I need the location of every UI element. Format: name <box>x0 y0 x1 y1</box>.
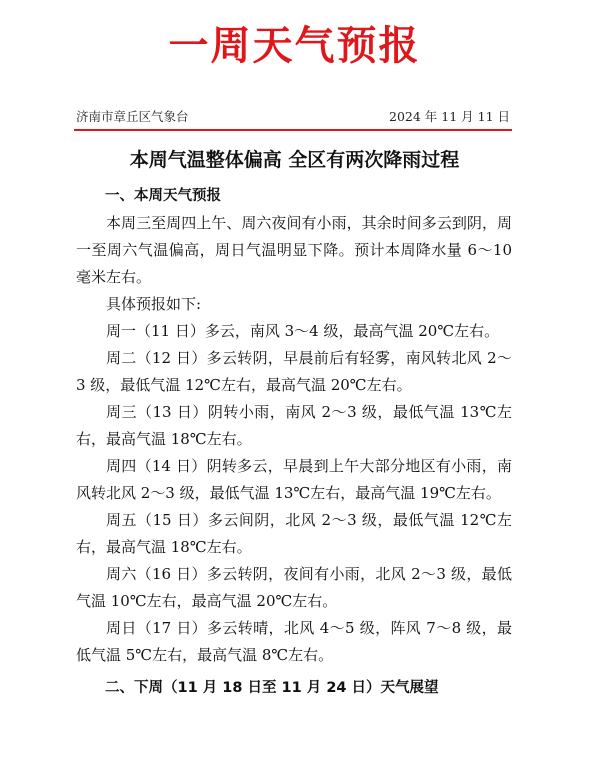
section-heading-this-week: 一、本周天气预报 <box>105 188 221 204</box>
forecast-day-friday: 周五（15 日）多云间阴，北风 2～3 级，最低气温 12℃左右，最高气温 18℃左右。 <box>76 511 512 556</box>
masthead-title: 一周天气预报 <box>168 23 421 69</box>
forecast-day-tuesday: 周二（12 日）多云转阴，早晨前后有轻雾，南风转北风 2～3 级，最低气温 12℃左右，最高气温 20℃左右。 <box>76 349 512 394</box>
forecast-day-sunday: 周日（17 日）多云转晴，北风 4～5 级，阵风 7～8 级，最低气温 5℃左右，最高气温 8℃左右。 <box>76 619 512 664</box>
issuer-name: 济南市章丘区气象台 <box>76 109 189 124</box>
header-divider <box>74 129 512 131</box>
forecast-day-saturday: 周六（16 日）多云转阴，夜间有小雨，北风 2～3 级，最低气温 10℃左右，最高气温 20℃左右。 <box>76 565 512 610</box>
meta-row <box>76 108 510 126</box>
forecast-day-monday: 周一（11 日）多云，南风 3～4 级，最高气温 20℃左右。 <box>106 322 500 340</box>
forecast-day-thursday: 周四（14 日）阴转多云，早晨到上午大部分地区有小雨，南风转北风 2～3 级，最低气温 13℃左右，最高气温 19℃左右。 <box>76 457 512 502</box>
section-heading-next-week: 二、下周（11 月 18 日至 11 月 24 日）天气展望 <box>105 680 439 696</box>
forecast-day-wednesday: 周三（13 日）阴转小雨，南风 2～3 级，最低气温 13℃左右，最高气温 18℃左右。 <box>76 403 512 448</box>
forecast-intro: 具体预报如下: <box>106 295 202 313</box>
article-body <box>76 183 512 702</box>
article-headline: 本周气温整体偏高 全区有两次降雨过程 <box>129 149 460 171</box>
forecast-summary: 本周三至周四上午、周六夜间有小雨，其余时间多云到阴，周一至周六气温偏高，周日气温明显下降。预计本周降水量 6～10 毫米左右。 <box>76 214 512 286</box>
issue-date: 2024 年 11 月 11 日 <box>389 109 510 124</box>
